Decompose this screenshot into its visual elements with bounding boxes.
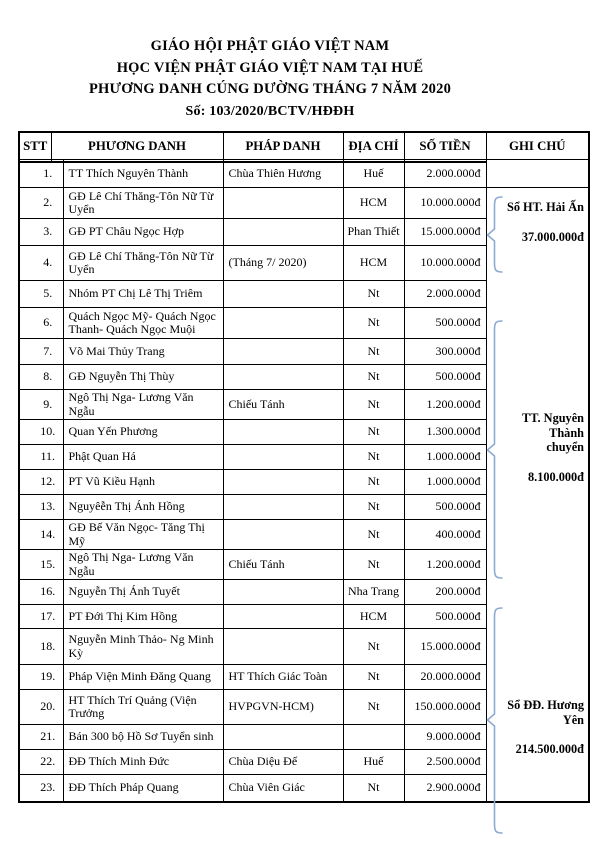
cell-stt: 22. xyxy=(19,750,63,775)
cell-phuong-danh: GĐ Lê Chí Thăng-Tôn Nữ Từ Uyển xyxy=(63,246,223,281)
cell-so-tien: 500.000đ xyxy=(404,605,486,629)
cell-so-tien: 9.000.000đ xyxy=(404,725,486,750)
cell-phap-danh: Chiếu Tánh xyxy=(223,550,343,580)
cell-so-tien: 1.000.000đ xyxy=(404,445,486,470)
cell-stt: 15. xyxy=(19,550,63,580)
cell-stt: 20. xyxy=(19,690,63,725)
cell-phap-danh: HT Thích Giác Toàn xyxy=(223,665,343,690)
cell-so-tien: 300.000đ xyxy=(404,339,486,365)
cell-so-tien: 10.000.000đ xyxy=(404,246,486,281)
cell-phap-danh: (Tháng 7/ 2020) xyxy=(223,246,343,281)
note-amount: 214.500.000đ xyxy=(515,742,584,756)
cell-so-tien: 200.000đ xyxy=(404,580,486,605)
cell-so-tien: 1.200.000đ xyxy=(404,390,486,420)
cell-so-tien: 15.000.000đ xyxy=(404,629,486,665)
note-amount: 8.100.000đ xyxy=(527,469,584,484)
cell-stt: 2. xyxy=(19,188,63,219)
cell-stt: 11. xyxy=(19,445,63,470)
cell-stt: 9. xyxy=(19,390,63,420)
document-number: Số: 103/2020/BCTV/HĐĐH xyxy=(185,103,355,119)
cell-stt: 18. xyxy=(19,629,63,665)
cell-dia-chi: Nt xyxy=(343,665,404,690)
cell-phap-danh: Chùa Diệu Đế xyxy=(223,750,343,775)
cell-phap-danh: Chùa Viên Giác xyxy=(223,775,343,802)
cell-stt: 14. xyxy=(19,520,63,550)
cell-phap-danh xyxy=(223,445,343,470)
cell-stt: 17. xyxy=(19,605,63,629)
cell-so-tien: 500.000đ xyxy=(404,365,486,390)
cell-so-tien: 15.000.000đ xyxy=(404,219,486,246)
cell-stt: 19. xyxy=(19,665,63,690)
note-label: chuyển xyxy=(546,440,584,454)
cell-phap-danh: Chiếu Tánh xyxy=(223,390,343,420)
cell-phap-danh xyxy=(223,308,343,339)
cell-phuong-danh: ĐĐ Thích Minh Đức xyxy=(63,750,223,775)
cell-phuong-danh: Ngô Thị Nga- Lương Văn Ngẫu xyxy=(63,390,223,420)
cell-phap-danh: HVPGVN-HCM) xyxy=(223,690,343,725)
cell-phap-danh xyxy=(223,520,343,550)
cell-phuong-danh: Nguyễn Thị Ánh Tuyết xyxy=(63,580,223,605)
cell-dia-chi: Nt xyxy=(343,629,404,665)
cell-dia-chi xyxy=(343,725,404,750)
cell-dia-chi: Nt xyxy=(343,390,404,420)
cell-phap-danh xyxy=(223,470,343,495)
cell-stt: 16. xyxy=(19,580,63,605)
cell-so-tien: 500.000đ xyxy=(404,495,486,520)
cell-dia-chi: Nha Trang xyxy=(343,580,404,605)
cell-so-tien: 2.900.000đ xyxy=(404,775,486,802)
cell-phap-danh xyxy=(223,629,343,665)
cell-phuong-danh: TT Thích Nguyên Thành xyxy=(63,160,223,188)
cell-so-tien: 1.200.000đ xyxy=(404,550,486,580)
cell-phap-danh: Chùa Thiên Hương xyxy=(223,160,343,188)
cell-so-tien: 10.000.000đ xyxy=(404,188,486,219)
cell-phap-danh xyxy=(223,219,343,246)
cell-dia-chi: Nt xyxy=(343,495,404,520)
cell-phap-danh xyxy=(223,420,343,445)
cell-phuong-danh: Bán 300 bộ Hồ Sơ Tuyển sinh xyxy=(63,725,223,750)
cell-dia-chi: HCM xyxy=(343,188,404,219)
cell-dia-chi: Nt xyxy=(343,445,404,470)
cell-so-tien: 1.000.000đ xyxy=(404,470,486,495)
cell-phap-danh xyxy=(223,339,343,365)
column-header-ghi-chu: GHI CHÚ xyxy=(486,132,589,162)
header-row xyxy=(19,132,589,162)
cell-dia-chi: Nt xyxy=(343,690,404,725)
cell-phuong-danh: Quan Yến Phương xyxy=(63,420,223,445)
cell-dia-chi: Nt xyxy=(343,281,404,308)
cell-stt: 21. xyxy=(19,725,63,750)
cell-dia-chi: Nt xyxy=(343,470,404,495)
cell-phuong-danh: Quách Ngọc Mỹ- Quách Ngọc Thanh- Quách Ngọc Muội xyxy=(63,308,223,339)
cell-dia-chi: HCM xyxy=(343,246,404,281)
cell-phuong-danh: GĐ Bế Văn Ngọc- Tăng Thị Mỹ xyxy=(63,520,223,550)
cell-phuong-danh: GĐ Lê Chí Thăng-Tôn Nữ Từ Uyển xyxy=(63,188,223,219)
column-header-so-tien: SỐ TIỀN xyxy=(404,132,486,162)
cell-phuong-danh: PT Đới Thị Kim Hồng xyxy=(63,605,223,629)
cell-dia-chi: Nt xyxy=(343,365,404,390)
cell-stt: 10. xyxy=(19,420,63,445)
cell-dia-chi: Phan Thiết xyxy=(343,219,404,246)
cell-so-tien: 20.000.000đ xyxy=(404,665,486,690)
cell-phuong-danh: GĐ PT Châu Ngọc Hợp xyxy=(63,219,223,246)
note-label: Sổ HT. Hải Ấn xyxy=(507,200,584,214)
cell-stt: 13. xyxy=(19,495,63,520)
column-header-dia-chi: ĐỊA CHỈ xyxy=(343,132,404,162)
margin-note xyxy=(487,411,584,484)
cell-so-tien: 1.300.000đ xyxy=(404,420,486,445)
cell-so-tien: 2.000.000đ xyxy=(404,160,486,188)
cell-dia-chi: Nt xyxy=(343,520,404,550)
margin-note xyxy=(487,200,584,244)
org-name: GIÁO HỘI PHẬT GIÁO VIỆT NAM xyxy=(150,38,390,54)
cell-phuong-danh: Pháp Viện Minh Đăng Quang xyxy=(63,665,223,690)
note-label: TT. Nguyên Thành xyxy=(522,411,584,440)
cell-dia-chi: Nt xyxy=(343,550,404,580)
cell-dia-chi: Huế xyxy=(343,160,404,188)
institution-name: HỌC VIỆN PHẬT GIÁO VIỆT NAM TẠI HUẾ xyxy=(116,59,424,76)
cell-dia-chi: Nt xyxy=(343,420,404,445)
column-header-phuong-danh: PHƯƠNG DANH xyxy=(51,132,223,162)
cell-phuong-danh: Nguyêễn Thị Ánh Hồng xyxy=(63,495,223,520)
note-label: Sổ ĐĐ. Hương Yên xyxy=(507,698,584,727)
cell-stt: 5. xyxy=(19,281,63,308)
cell-stt: 12. xyxy=(19,470,63,495)
cell-so-tien: 2.000.000đ xyxy=(404,281,486,308)
cell-dia-chi: Nt xyxy=(343,339,404,365)
cell-phuong-danh: Nguyễn Minh Thảo- Ng Minh Kỳ xyxy=(63,629,223,665)
cell-so-tien: 150.000.000đ xyxy=(404,690,486,725)
margin-note xyxy=(487,698,584,757)
cell-phuong-danh: Nhóm PT Chị Lê Thị Triêm xyxy=(63,281,223,308)
column-header-phap-danh: PHÁP DANH xyxy=(223,132,343,162)
cell-phuong-danh: PT Vũ Kiều Hạnh xyxy=(63,470,223,495)
document-header xyxy=(0,36,540,122)
cell-phap-danh xyxy=(223,281,343,308)
cell-so-tien: 2.500.000đ xyxy=(404,750,486,775)
cell-phap-danh xyxy=(223,605,343,629)
document-title: PHƯƠNG DANH CÚNG DƯỜNG THÁNG 7 NĂM 2020 xyxy=(88,81,452,97)
cell-phuong-danh: HT Thích Trí Quảng (Viện Trưởng xyxy=(63,690,223,725)
cell-phap-danh xyxy=(223,495,343,520)
cell-phuong-danh: Phật Quan Há xyxy=(63,445,223,470)
cell-stt: 8. xyxy=(19,365,63,390)
cell-dia-chi: Nt xyxy=(343,775,404,802)
cell-stt: 7. xyxy=(19,339,63,365)
cell-dia-chi: Huế xyxy=(343,750,404,775)
cell-stt: 1. xyxy=(19,160,63,188)
cell-so-tien: 500.000đ xyxy=(404,308,486,339)
cell-dia-chi: HCM xyxy=(343,605,404,629)
cell-phuong-danh: Võ Mai Thủy Trang xyxy=(63,339,223,365)
cell-dia-chi: Nt xyxy=(343,308,404,339)
cell-stt: 6. xyxy=(19,308,63,339)
cell-phuong-danh: Ngô Thị Nga- Lương Văn Ngẫu xyxy=(63,550,223,580)
cell-phap-danh xyxy=(223,365,343,390)
cell-phap-danh xyxy=(223,725,343,750)
cell-phap-danh xyxy=(223,188,343,219)
cell-phuong-danh: GĐ Nguyễn Thị Thùy xyxy=(63,365,223,390)
note-amount: 37.000.000đ xyxy=(521,229,584,244)
cell-stt: 4. xyxy=(19,246,63,281)
table-row xyxy=(19,160,589,188)
cell-phuong-danh: ĐĐ Thích Pháp Quang xyxy=(63,775,223,802)
column-header-stt: STT xyxy=(19,132,51,162)
cell-ghi-chu xyxy=(486,160,589,188)
cell-stt: 3. xyxy=(19,219,63,246)
cell-so-tien: 400.000đ xyxy=(404,520,486,550)
cell-stt: 23. xyxy=(19,775,63,802)
cell-phap-danh xyxy=(223,580,343,605)
